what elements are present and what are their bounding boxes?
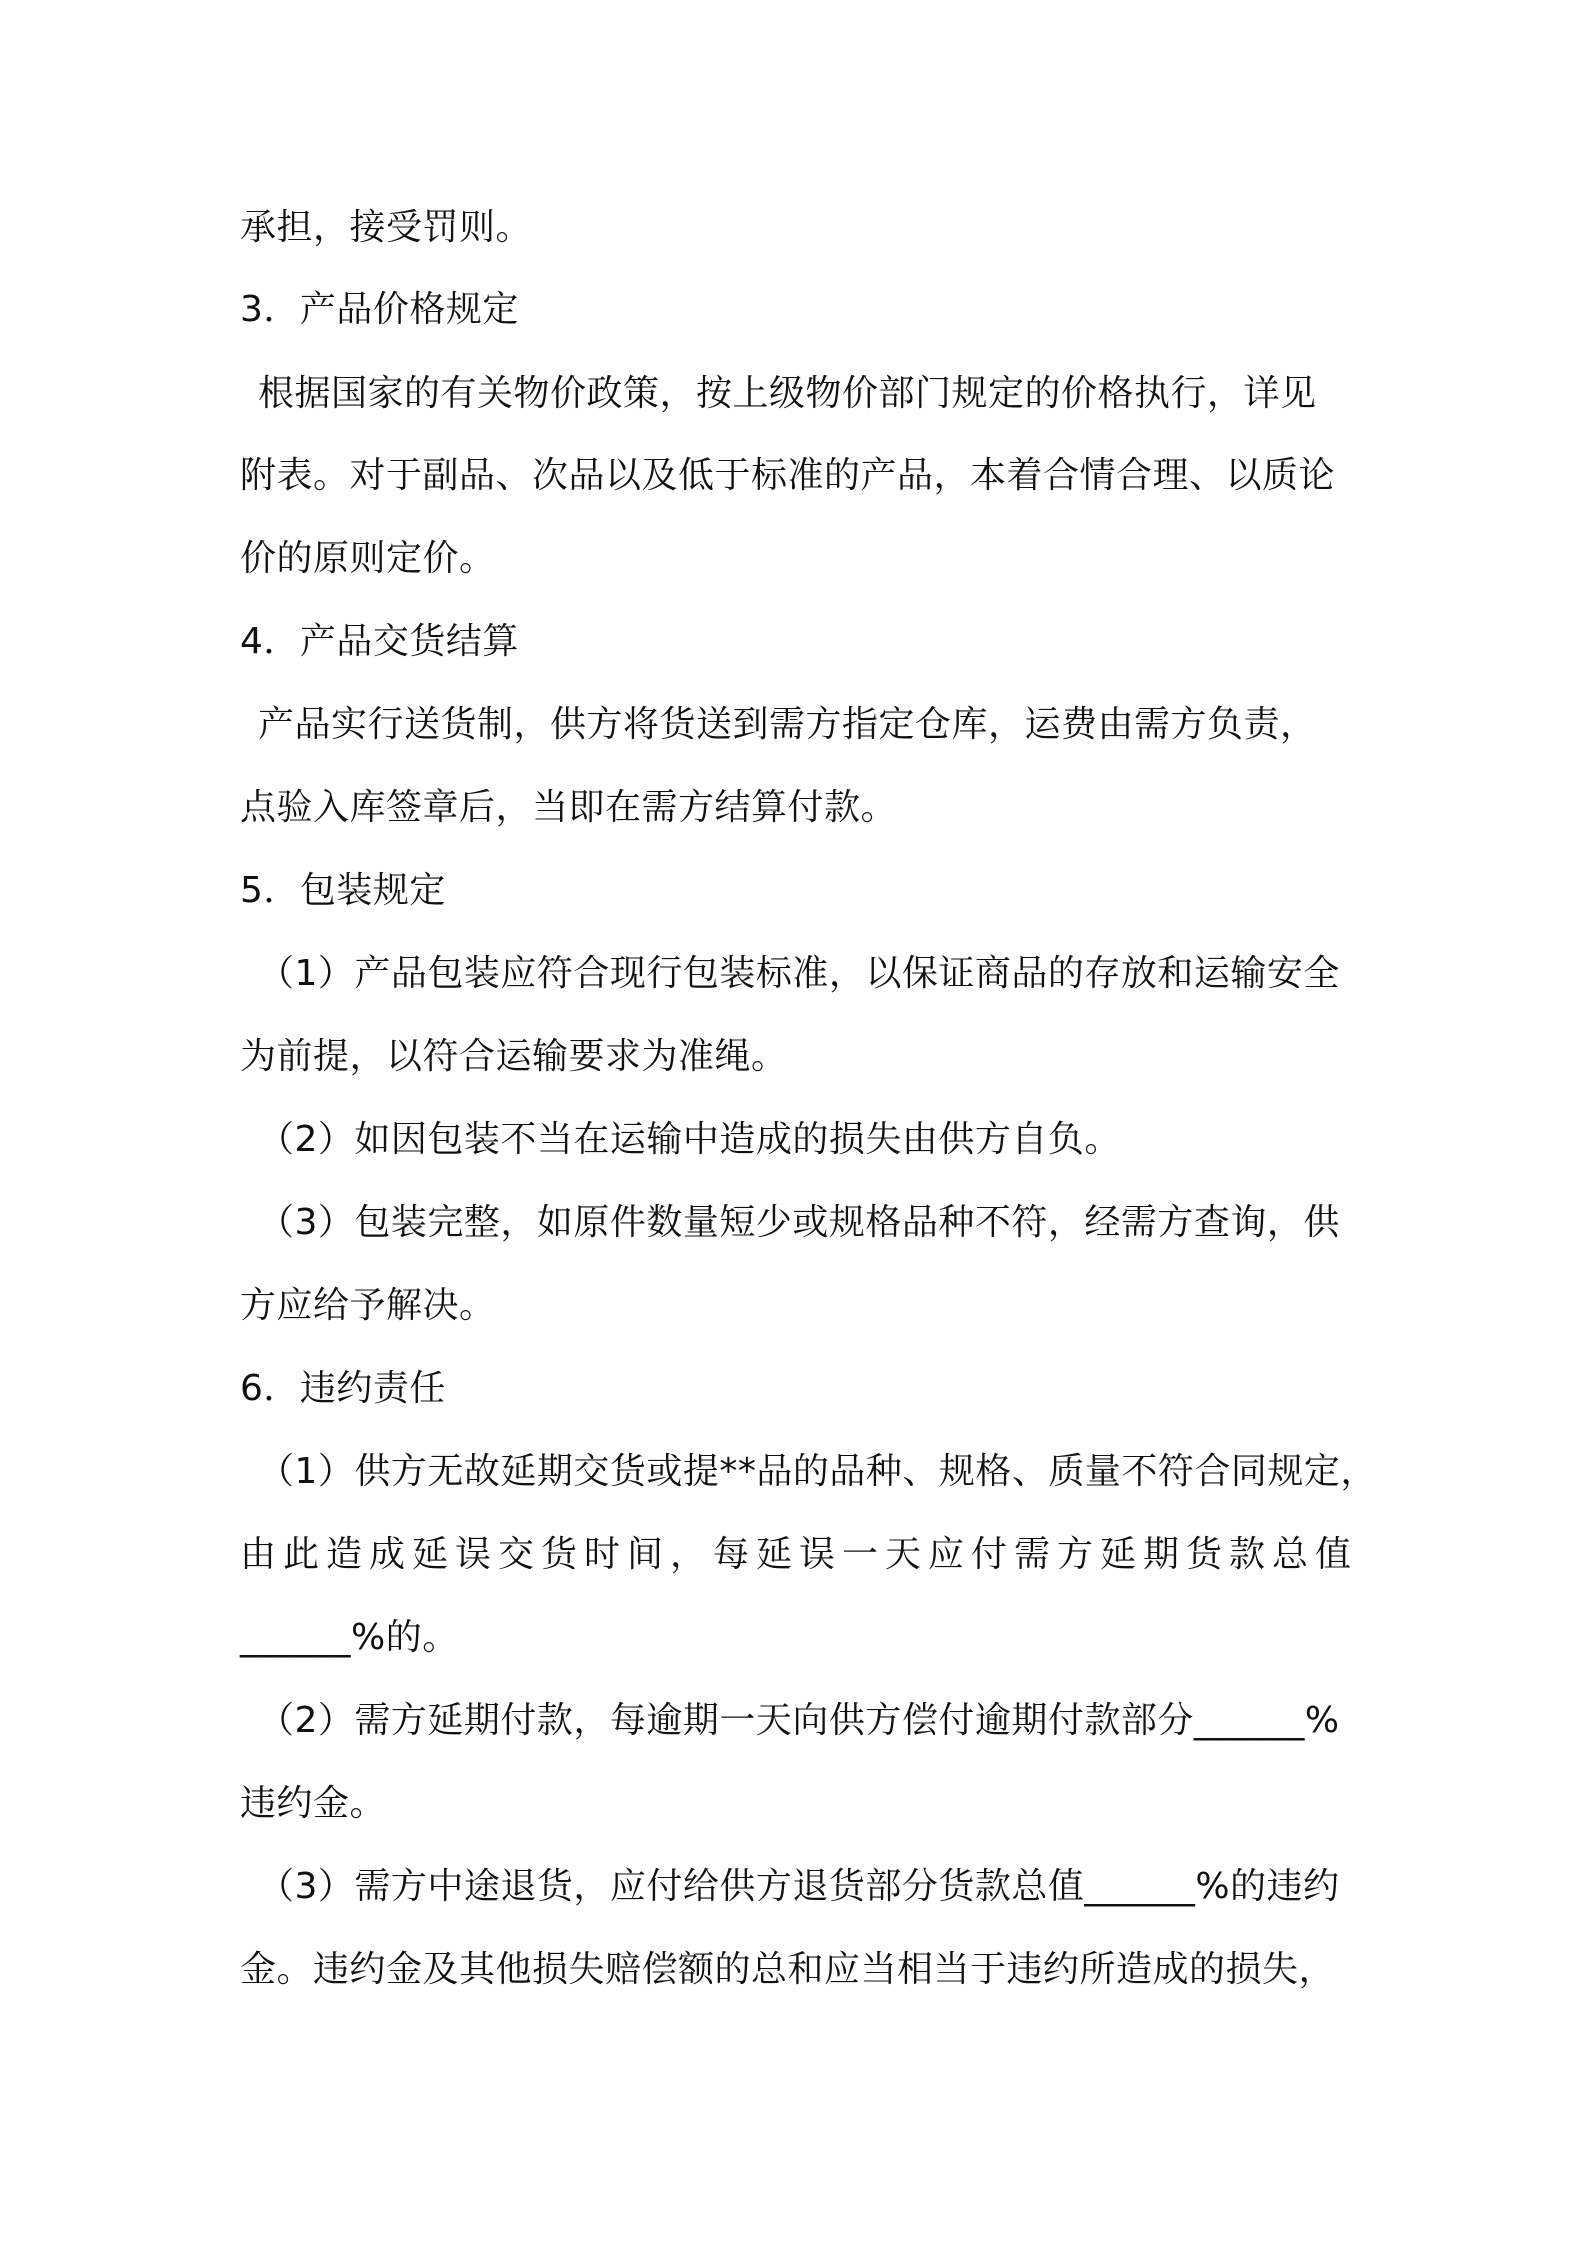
section-heading-delivery: 4．产品交货结算 xyxy=(240,621,519,662)
paragraph-line: （3）包装完整，如原件数量短少或规格品种不符，经需方查询，供 xyxy=(258,1202,1340,1243)
paragraph-line: 违约金。 xyxy=(240,1783,387,1824)
paragraph-line: （3）需方中途退货，应付给供方退货部分货款总值______%的违约 xyxy=(258,1866,1340,1907)
paragraph-line: （2）如因包装不当在运输中造成的损失由供方自负。 xyxy=(258,1119,1121,1160)
paragraph-line: 金。违约金及其他损失赔偿额的总和应当相当于违约所造成的损失， xyxy=(240,1949,1336,1990)
paragraph-line: 附表。对于副品、次品以及低于标准的产品，本着合情合理、以质论 xyxy=(240,455,1336,496)
paragraph-line: 根据国家的有关物价政策，按上级物价部门规定的价格执行，详见 xyxy=(258,373,1317,414)
section-heading-price: 3．产品价格规定 xyxy=(240,289,519,330)
paragraph-line: （1）产品包装应符合现行包装标准，以保证商品的存放和运输安全 xyxy=(258,953,1340,994)
paragraph-line: 点验入库签章后，当即在需方结算付款。 xyxy=(240,787,898,828)
paragraph-line: （2）需方延期付款，每逾期一天向供方偿付逾期付款部分______% xyxy=(258,1700,1340,1741)
paragraph-line: （1）供方无故延期交货或提**品的品种、规格、质量不符合同规定， xyxy=(258,1451,1377,1492)
paragraph-line: 由此造成延误交货时间，每延误一天应付需方延期货款总值 xyxy=(240,1534,1359,1575)
section-heading-packaging: 5．包装规定 xyxy=(240,870,446,911)
paragraph-line: 方应给予解决。 xyxy=(240,1285,496,1326)
paragraph-line: 为前提，以符合运输要求为准绳。 xyxy=(240,1036,788,1077)
section-heading-liability: 6．违约责任 xyxy=(240,1368,446,1409)
paragraph-line: ______%的。 xyxy=(240,1617,459,1658)
clause-2-continuation: 承担，接受罚则。 xyxy=(240,207,533,248)
paragraph-line: 产品实行送货制，供方将货送到需方指定仓库，运费由需方负责， xyxy=(258,704,1317,745)
paragraph-line: 价的原则定价。 xyxy=(240,538,496,579)
